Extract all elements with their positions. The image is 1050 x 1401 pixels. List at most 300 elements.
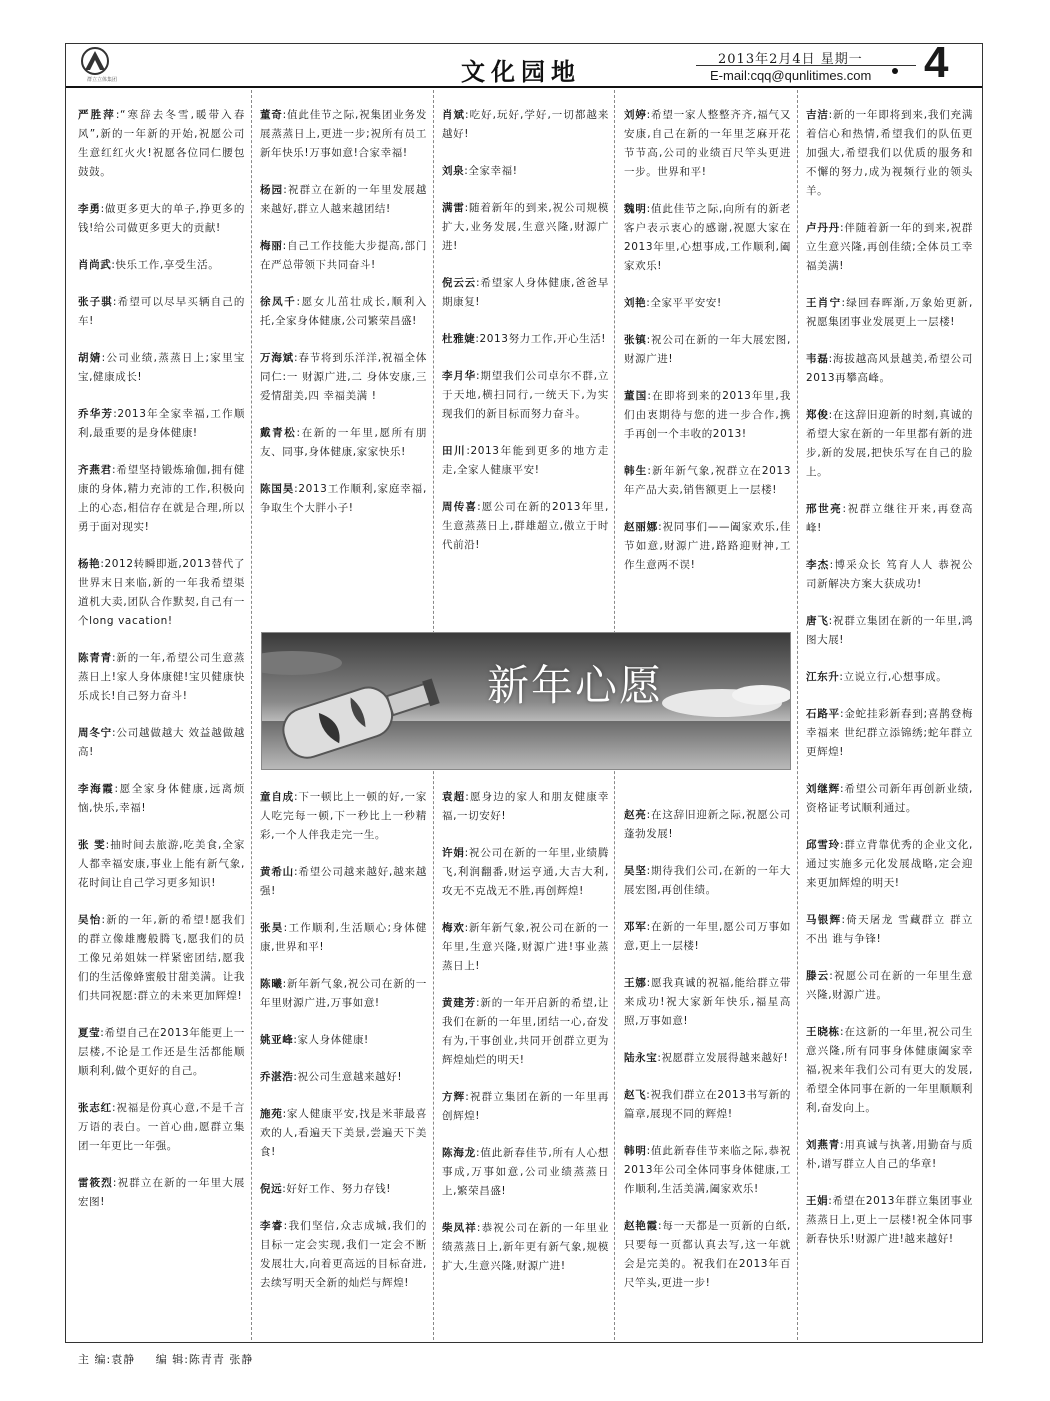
author-separator: : xyxy=(465,791,470,803)
wish-entry xyxy=(442,919,609,976)
wish-text: 愿公司在新的2013年里,生意蒸蒸日上,群雄超立,傲立于时代前沿! xyxy=(442,501,609,551)
author-separator: : xyxy=(283,922,288,934)
wish-author: 赵艳霞 xyxy=(624,1220,658,1232)
wish-author: 卢丹丹 xyxy=(806,222,840,234)
wish-author: 董奇 xyxy=(260,109,283,121)
wish-entry xyxy=(442,330,609,349)
new-year-banner xyxy=(261,632,791,770)
wish-author: 李勇 xyxy=(78,203,101,215)
author-separator: : xyxy=(828,409,833,421)
author-separator: : xyxy=(113,408,118,420)
wish-text: 新年新气象,祝公司在新的一年里财源广进,万事如意! xyxy=(260,978,427,1009)
author-separator: : xyxy=(112,1177,118,1189)
wish-author: 肖尚武 xyxy=(78,259,112,271)
wish-author: 刘继辉 xyxy=(806,783,840,795)
wish-author: 吉洁 xyxy=(806,109,829,121)
masthead xyxy=(66,38,982,87)
wish-entry xyxy=(806,1136,973,1174)
wish-author: 赵飞 xyxy=(624,1089,647,1101)
wish-text: 在这辞旧迎新之际,祝愿公司蓬勃发展! xyxy=(624,809,791,840)
author-separator: : xyxy=(840,222,845,234)
wish-author: 肖斌 xyxy=(442,109,466,121)
wish-text: 新年新气象,祝群立在2013年产品大卖,销售额更上一层楼! xyxy=(624,465,791,496)
wish-author: 刘泉 xyxy=(442,165,465,177)
wish-entry xyxy=(442,199,609,256)
author-separator: : xyxy=(646,865,651,877)
author-separator: : xyxy=(646,1145,651,1157)
wish-entry xyxy=(624,974,791,1031)
wish-entry xyxy=(442,367,609,424)
author-separator: : xyxy=(646,809,651,821)
wish-entry xyxy=(260,1180,427,1199)
author-separator: : xyxy=(476,1147,481,1159)
wish-text: 博采众长 笃育人人 恭祝公司新解决方案大获成功! xyxy=(806,559,973,590)
wish-entry xyxy=(806,705,973,762)
author-separator: : xyxy=(828,353,833,365)
wish-author: 万海斌 xyxy=(260,352,294,364)
wish-entry xyxy=(260,349,427,406)
wish-text: 祝群立继往开来,再登高峰! xyxy=(806,503,973,534)
wish-author: 陆永宝 xyxy=(624,1052,658,1064)
author-separator: : xyxy=(101,914,106,926)
wish-author: 韦磊 xyxy=(806,353,829,365)
wish-author: 邓军 xyxy=(624,921,647,933)
wish-text: 自己工作技能大步提高,部门在严总带领下共同奋斗! xyxy=(260,240,427,271)
author-separator: : xyxy=(646,109,651,121)
author-separator: : xyxy=(293,1071,298,1083)
wish-text: 在新的一年里,愿公司万事如意,更上一层楼! xyxy=(624,921,791,952)
wish-text: 希望家人身体健康,爸爸早期康复! xyxy=(442,277,609,308)
wish-author: 张 雯 xyxy=(78,839,106,851)
wish-author: 柴凤祥 xyxy=(442,1222,477,1234)
wish-text: 祝我们群立在2013书写新的篇章,展现不同的辉煌! xyxy=(624,1089,792,1120)
wish-entry xyxy=(806,294,973,332)
wish-text: 在这辞旧迎新的时刻,真诚的希望大家在新的一年里都有新的进步,新的发展,把快乐写在自己的脸上。 xyxy=(806,409,973,478)
author-separator: : xyxy=(465,1091,470,1103)
wish-entry xyxy=(806,350,973,388)
wish-entry xyxy=(260,237,427,275)
author-separator: : xyxy=(476,997,481,1009)
column-4-lower xyxy=(624,806,791,1311)
wish-entry xyxy=(806,1192,973,1249)
wish-text: 值此新春佳节,所有人心想事成,万事如意,公司业绩蒸蒸日上,繁荣昌盛! xyxy=(442,1147,609,1197)
wish-author: 乔华芳 xyxy=(78,408,114,420)
wish-entry xyxy=(442,498,609,555)
author-separator: : xyxy=(829,559,834,571)
wish-entry xyxy=(624,106,791,182)
wish-text: 全家平平安安! xyxy=(650,297,722,309)
chief-editor-credit: 主 编:袁静 xyxy=(78,1353,136,1366)
wish-entry xyxy=(624,387,791,444)
wish-author: 齐燕君 xyxy=(78,464,112,476)
author-separator: : xyxy=(112,652,117,664)
author-separator: : xyxy=(294,791,299,803)
wish-author: 黄建芳 xyxy=(442,997,476,1009)
wish-entry xyxy=(624,294,791,313)
wish-entry xyxy=(260,863,427,901)
company-logo xyxy=(74,46,116,84)
author-separator: : xyxy=(100,203,105,215)
wish-entry xyxy=(806,612,973,650)
wish-author: 杨园 xyxy=(260,184,284,196)
wish-entry xyxy=(624,1086,791,1124)
wish-entry xyxy=(260,106,427,163)
wish-entry xyxy=(624,462,791,500)
wish-text: 祝同事们——阖家欢乐,佳节如意,财源广进,路路迎财神,工作生意两不误! xyxy=(624,521,791,571)
column-3-lower xyxy=(442,788,609,1294)
author-separator: : xyxy=(840,783,845,795)
page-title: 文化园地 xyxy=(461,57,581,86)
wish-entry xyxy=(78,1174,245,1212)
wish-entry xyxy=(442,106,609,144)
author-separator: : xyxy=(647,390,652,402)
wish-entry xyxy=(806,780,973,818)
author-separator: : xyxy=(477,501,482,513)
wish-author: 吴怡 xyxy=(78,914,102,926)
wish-text: 值此佳节之际,祝集团业务发展蒸蒸日上,更进一步;祝所有员工新年快乐!万事如意!合家幸福! xyxy=(260,109,427,159)
author-separator: : xyxy=(105,839,110,851)
wish-author: 黄希山 xyxy=(260,866,294,878)
wish-text: “寒辞去冬雪,暖带入春风”,新的一年新的开始,祝愿公司生意红红火火!祝愿各位同仁腰包鼓鼓。 xyxy=(78,109,245,178)
author-separator: : xyxy=(842,503,847,515)
author-separator: : xyxy=(114,783,119,795)
wish-entry xyxy=(442,994,609,1070)
wish-text: 全家幸福! xyxy=(468,165,518,177)
wish-author: 方辉 xyxy=(442,1091,466,1103)
wish-entry xyxy=(260,975,427,1013)
wish-entry xyxy=(624,918,791,956)
author-separator: : xyxy=(112,296,118,308)
wish-entry xyxy=(806,1023,973,1118)
wish-entry xyxy=(442,274,609,312)
wish-text: 做更多更大的单子,挣更多的钱!给公司做更多更大的贡献! xyxy=(78,203,245,234)
wish-text: 2013年能到更多的地方走走,全家人健康平安! xyxy=(442,445,610,476)
author-separator: : xyxy=(296,296,301,308)
wish-text: 祝公司在新的一年大展宏图,财源广进! xyxy=(624,334,791,365)
wish-author: 陈海龙 xyxy=(442,1147,476,1159)
wish-text: 希望公司越来越好,越来越强! xyxy=(260,866,427,897)
wish-author: 雷筱烈 xyxy=(78,1177,113,1189)
wish-author: 赵亮 xyxy=(624,809,647,821)
author-separator: : xyxy=(294,483,299,495)
wish-author: 邱雪玲 xyxy=(806,839,840,851)
logo-caption: 群立立体集团 xyxy=(86,77,117,83)
wish-author: 杜雅婕 xyxy=(442,333,476,345)
wish-author: 梅欢 xyxy=(442,922,465,934)
wish-author: 李睿 xyxy=(260,1220,284,1232)
wish-text: 2013工作顺利,家庭幸福,争取生个大胖小子! xyxy=(260,483,427,514)
wish-author: 张昊 xyxy=(260,922,284,934)
column-4 xyxy=(624,106,791,593)
author-separator: : xyxy=(646,203,651,215)
author-separator: : xyxy=(293,1034,298,1046)
author-separator: : xyxy=(294,352,299,364)
author-separator: : xyxy=(112,464,117,476)
author-separator: : xyxy=(646,1089,651,1101)
wish-author: 吴坚 xyxy=(624,865,647,877)
author-separator: : xyxy=(115,109,120,121)
wish-text: 希望可以尽早买辆自己的车! xyxy=(78,296,245,327)
author-separator: : xyxy=(841,914,846,926)
wish-text: 家人健康平安,找是米菲最喜欢的人,看遍天下美景,尝遍天下美食! xyxy=(260,1108,427,1158)
wish-author: 杨艳 xyxy=(78,558,101,570)
wish-text: 愿我真诚的祝福,能给群立带来成功!祝大家新年快乐,福星高照,万事如意! xyxy=(624,977,791,1027)
wish-entry xyxy=(260,919,427,957)
wish-text: 希望自己在2013年能更上一层楼,不论是工作还是生活都能顺顺利利,做个更好的自己。 xyxy=(78,1027,246,1077)
wish-text: 吃好,玩好,学好,一切都越来越好! xyxy=(442,109,609,140)
wish-author: 梅丽 xyxy=(260,240,283,252)
wish-entry xyxy=(806,500,973,538)
wish-entry xyxy=(624,1217,791,1293)
wish-text: 祝福是份真心意,不是千言万语的表白。一首心曲,愿群立集团一年更比一年强。 xyxy=(78,1102,245,1152)
wish-entry xyxy=(442,844,609,901)
wish-text: 2013努力工作,开心生活! xyxy=(479,333,607,345)
bullet-dot-icon xyxy=(892,68,898,74)
author-separator: : xyxy=(296,427,301,439)
author-separator: : xyxy=(828,1195,833,1207)
wish-text: 2013年全家幸福,工作顺利,最重要的是身体健康! xyxy=(78,408,245,439)
wish-author: 许娟 xyxy=(442,847,465,859)
wish-entry xyxy=(624,806,791,844)
wish-text: 新的一年即将到来,我们充满着信心和热情,希望我们的队伍更加强大,希望我们以优质的服务和不懈的努力,成为视频行业的领头羊。 xyxy=(806,109,973,197)
wish-entry xyxy=(260,1217,427,1293)
wish-author: 姚亚峰 xyxy=(260,1034,294,1046)
wish-author: 施苑 xyxy=(260,1108,283,1120)
wish-author: 田川 xyxy=(442,445,467,457)
wish-author: 王晓栋 xyxy=(806,1026,840,1038)
wish-entry xyxy=(806,836,973,893)
wish-entry xyxy=(78,256,245,275)
wish-entry xyxy=(78,649,245,706)
wish-entry xyxy=(442,1144,609,1201)
author-separator: : xyxy=(828,109,833,121)
column-2-lower xyxy=(260,788,427,1311)
author-separator: : xyxy=(464,922,469,934)
wish-text: 海拔越高风景越美,希望公司2013再攀高峰。 xyxy=(806,353,973,384)
author-separator: : xyxy=(464,847,469,859)
author-separator: : xyxy=(839,708,845,720)
wish-author: 郑俊 xyxy=(806,409,829,421)
wish-text: 愿身边的家人和朋友健康幸福,一切安好! xyxy=(442,791,609,822)
column-3 xyxy=(442,106,609,573)
author-separator: : xyxy=(294,866,299,878)
author-separator: : xyxy=(658,521,663,533)
author-separator: : xyxy=(475,333,480,345)
wish-entry xyxy=(260,293,427,331)
wish-author: 徐凤千 xyxy=(260,296,297,308)
wish-author: 童自成 xyxy=(260,791,294,803)
author-separator: : xyxy=(464,165,469,177)
author-separator: : xyxy=(112,1102,117,1114)
wish-entry xyxy=(78,724,245,762)
wish-entry xyxy=(78,106,245,182)
wish-entry xyxy=(260,424,427,462)
author-separator: : xyxy=(829,970,834,982)
wish-entry xyxy=(624,1049,791,1068)
author-separator: : xyxy=(283,184,288,196)
page-number: 4 xyxy=(924,38,949,87)
wish-text: 随着新年的到来,祝公司规模扩大,业务发展,生意兴隆,财源广进! xyxy=(442,202,609,252)
wish-text: 每一天都是一页新的白纸,只要每一页都认真去写,这一年就会是完美的。祝我们在2013年百尺竿头,更进一步! xyxy=(624,1220,791,1289)
wish-entry xyxy=(624,518,791,575)
wish-author: 李海霞 xyxy=(78,783,115,795)
author-separator: : xyxy=(466,445,471,457)
wish-entry xyxy=(78,293,245,331)
wish-entry xyxy=(624,331,791,369)
wish-entry xyxy=(442,1219,609,1276)
logo-mark-icon xyxy=(74,46,116,78)
wish-author: 韩生 xyxy=(624,465,648,477)
wish-text: 祝公司在新的一年里,业绩腾飞,利润翻番,财运亨通,大吉大利,攻无不克战无不胜,再创辉煌! xyxy=(442,847,609,897)
wish-text: 立说立行,心想事成。 xyxy=(843,671,948,683)
author-separator: : xyxy=(657,1052,662,1064)
author-separator: : xyxy=(841,297,846,309)
wish-author: 刘燕青 xyxy=(806,1139,840,1151)
author-separator: : xyxy=(646,977,651,989)
wish-text: 新的一年,新的希望!愿我们的群立像雄鹰般腾飞,愿我们的员工像兄弟姐妹一样紧密团结,愿我们的生活像蜂蜜般甘甜美满。让我们共同祝愿:群立的未来更加辉煌! xyxy=(78,914,245,1002)
wish-author: 倪远 xyxy=(260,1183,283,1195)
wish-entry xyxy=(78,200,245,238)
author-separator: : xyxy=(282,109,287,121)
header-divider xyxy=(696,65,916,66)
wish-author: 胡婧 xyxy=(78,352,102,364)
wish-entry xyxy=(806,668,973,687)
wish-entry xyxy=(78,836,245,893)
editors-credit: 编 辑:陈青青 张静 xyxy=(155,1353,254,1366)
wish-author: 魏明 xyxy=(624,203,647,215)
author-separator: : xyxy=(839,671,844,683)
wish-entry xyxy=(260,1105,427,1162)
wish-text: 在新的一年里,愿所有朋友、同事,身体健康,家家快乐! xyxy=(260,427,427,458)
author-separator: : xyxy=(658,1220,663,1232)
wish-text: 祝群立集团在新的一年里,鸿图大展! xyxy=(806,615,973,646)
wish-author: 严胜萍 xyxy=(78,109,116,121)
column-2 xyxy=(260,106,427,536)
contact-email[interactable]: E-mail:cqq@qunlitimes.com xyxy=(710,68,872,83)
wish-entry xyxy=(624,1142,791,1199)
wish-author: 滕云 xyxy=(806,970,830,982)
wish-entry xyxy=(806,556,973,594)
wish-text: 春节将到乐洋洋,祝福全体同仁:一 财源广进,二 身体安康,三 爱情甜美,四 幸福美满 ! xyxy=(260,352,427,402)
wish-text: 值此佳节之际,向所有的新老客户表示衷心的感谢,祝愿大家在2013年里,心想事成,工作顺利,阖家欢乐! xyxy=(624,203,791,272)
wish-author: 王娜 xyxy=(624,977,647,989)
author-separator: : xyxy=(282,978,287,990)
wish-author: 陈曦 xyxy=(260,978,283,990)
wish-text: 新的一年开启新的希望,让我们在新的一年里,团结一心,奋发有为,干事创业,共同开创群立更为辉煌灿烂的明天! xyxy=(442,997,609,1066)
author-separator: : xyxy=(840,1139,845,1151)
author-separator: : xyxy=(112,727,117,739)
author-separator: : xyxy=(101,352,106,364)
wish-entry xyxy=(260,1068,427,1087)
wish-author: 满雷 xyxy=(442,202,465,214)
wish-author: 石路平 xyxy=(806,708,840,720)
wish-text: 值此新春佳节来临之际,恭祝2013年公司全体同事身体健康,工作顺利,生活美满,阖家欢乐! xyxy=(624,1145,791,1195)
wish-author: 刘艳 xyxy=(624,297,647,309)
wish-entry xyxy=(806,911,973,949)
wish-entry xyxy=(806,406,973,482)
wish-author: 陈青青 xyxy=(78,652,112,664)
wish-entry xyxy=(442,162,609,181)
wish-author: 董国 xyxy=(624,390,648,402)
wish-text: 期待我们公司,在新的一年大展宏图,再创佳绩。 xyxy=(624,865,791,896)
wish-entry xyxy=(442,1088,609,1126)
wish-text: 公司业绩,蒸蒸日上;家里宝宝,健康成长! xyxy=(78,352,245,383)
wish-text: 2012转瞬即逝,2013替代了世界末日来临,新的一年我希望渠道机大卖,团队合作默契,自己有一个long vacation! xyxy=(78,558,245,627)
wish-text: 新的一年,希望公司生意蒸蒸日上!家人身体康健!宝贝健康快乐成长!自己努力奋斗! xyxy=(78,652,245,702)
wish-text: 祝愿公司在新的一年里生意兴隆,财源广进。 xyxy=(806,970,973,1001)
wish-text: 伴随着新一年的到来,祝群立生意兴隆,再创佳绩;全体员工幸福美满! xyxy=(806,222,973,272)
author-separator: : xyxy=(100,1027,105,1039)
issue-date: 2013年2月4日 星期一 xyxy=(718,52,863,67)
wish-entry xyxy=(442,442,609,480)
wish-text: 期望我们公司卓尔不群,立于天地,横扫同行,一统天下,为实现我们的新目标而努力奋斗。 xyxy=(442,370,609,420)
author-separator: : xyxy=(476,1222,482,1234)
wish-text: 在即将到来的2013年里,我们由衷期待与您的进一步合作,携手再创一个丰收的2013! xyxy=(624,390,791,440)
wish-entry xyxy=(78,555,245,631)
wish-author: 马银辉 xyxy=(806,914,842,926)
wish-text: 希望公司新年再创新业绩,资格证考试顺利通过。 xyxy=(806,783,973,814)
wish-author: 赵丽娜 xyxy=(624,521,659,533)
wish-entry xyxy=(806,106,973,201)
column-1 xyxy=(78,106,245,1230)
wish-text: 好好工作、努力存钱! xyxy=(286,1183,392,1195)
author-separator: : xyxy=(647,465,652,477)
wish-text: 群立背靠优秀的企业文化,通过实施多元化发展战略,定会迎来更加辉煌的明天! xyxy=(806,839,973,889)
wish-author: 周传喜 xyxy=(442,501,478,513)
wish-text: 家人身体健康! xyxy=(297,1034,369,1046)
wish-entry xyxy=(78,1024,245,1081)
author-separator: : xyxy=(282,1183,287,1195)
wish-entry xyxy=(78,405,245,443)
column-divider xyxy=(797,90,798,1340)
wish-author: 周冬宁 xyxy=(78,727,112,739)
wish-author: 邢世亮 xyxy=(806,503,843,515)
wish-text: 祝群立集团在新的一年里再创辉煌! xyxy=(442,1091,609,1122)
author-separator: : xyxy=(100,558,105,570)
author-separator: : xyxy=(646,921,651,933)
wish-author: 夏莹 xyxy=(78,1027,101,1039)
column-5 xyxy=(806,106,973,1267)
wish-entry xyxy=(78,780,245,818)
wish-entry xyxy=(260,480,427,518)
author-separator: : xyxy=(828,615,833,627)
wish-author: 王娟 xyxy=(806,1195,829,1207)
wish-entry xyxy=(260,788,427,845)
wish-text: 倚天屠龙 雪藏群立 群立不出 谁与争锋! xyxy=(806,914,973,945)
wish-author: 王肖宁 xyxy=(806,297,842,309)
wish-text: 绿回春晖渐,万象始更新,祝愿集团事业发展更上一层楼! xyxy=(806,297,973,328)
column-divider xyxy=(251,90,252,1340)
wish-text: 用真诚与执著,用勤奋与质朴,谱写群立人自己的华章! xyxy=(806,1139,973,1170)
author-separator: : xyxy=(476,277,481,289)
author-separator: : xyxy=(282,1108,287,1120)
wish-text: 工作顺利,生活顺心;身体健康,世界和平! xyxy=(260,922,427,953)
wish-text: 新年新气象,祝公司在新的一年里,生意兴隆,财源广进!事业蒸蒸日上! xyxy=(442,922,609,972)
author-separator: : xyxy=(111,259,116,271)
wish-text: 祝群立在新的一年里大展宏图! xyxy=(78,1177,245,1208)
author-separator: : xyxy=(476,370,481,382)
wish-text: 我们坚信,众志成城,我们的目标一定会实现,我们一定会不断发展壮大,向着更高远的目标奋进,去续写明天全新的灿烂与辉煌! xyxy=(260,1220,427,1289)
author-separator: : xyxy=(282,240,287,252)
wish-text: 希望坚持锻炼瑜伽,拥有健康的身体,精力充沛的工作,积极向上的心态,相信存在就是合理,所以勇于面对现实! xyxy=(78,464,245,533)
wish-text: 希望在2013年群立集团事业蒸蒸日上,更上一层楼!祝全体同事新春快乐!财源广进!越来越好! xyxy=(806,1195,974,1245)
author-separator: : xyxy=(646,334,651,346)
wish-entry xyxy=(78,349,245,387)
author-separator: : xyxy=(465,109,470,121)
wish-author: 李杰 xyxy=(806,559,830,571)
wish-author: 张志红 xyxy=(78,1102,112,1114)
wish-author: 江东升 xyxy=(806,671,840,683)
